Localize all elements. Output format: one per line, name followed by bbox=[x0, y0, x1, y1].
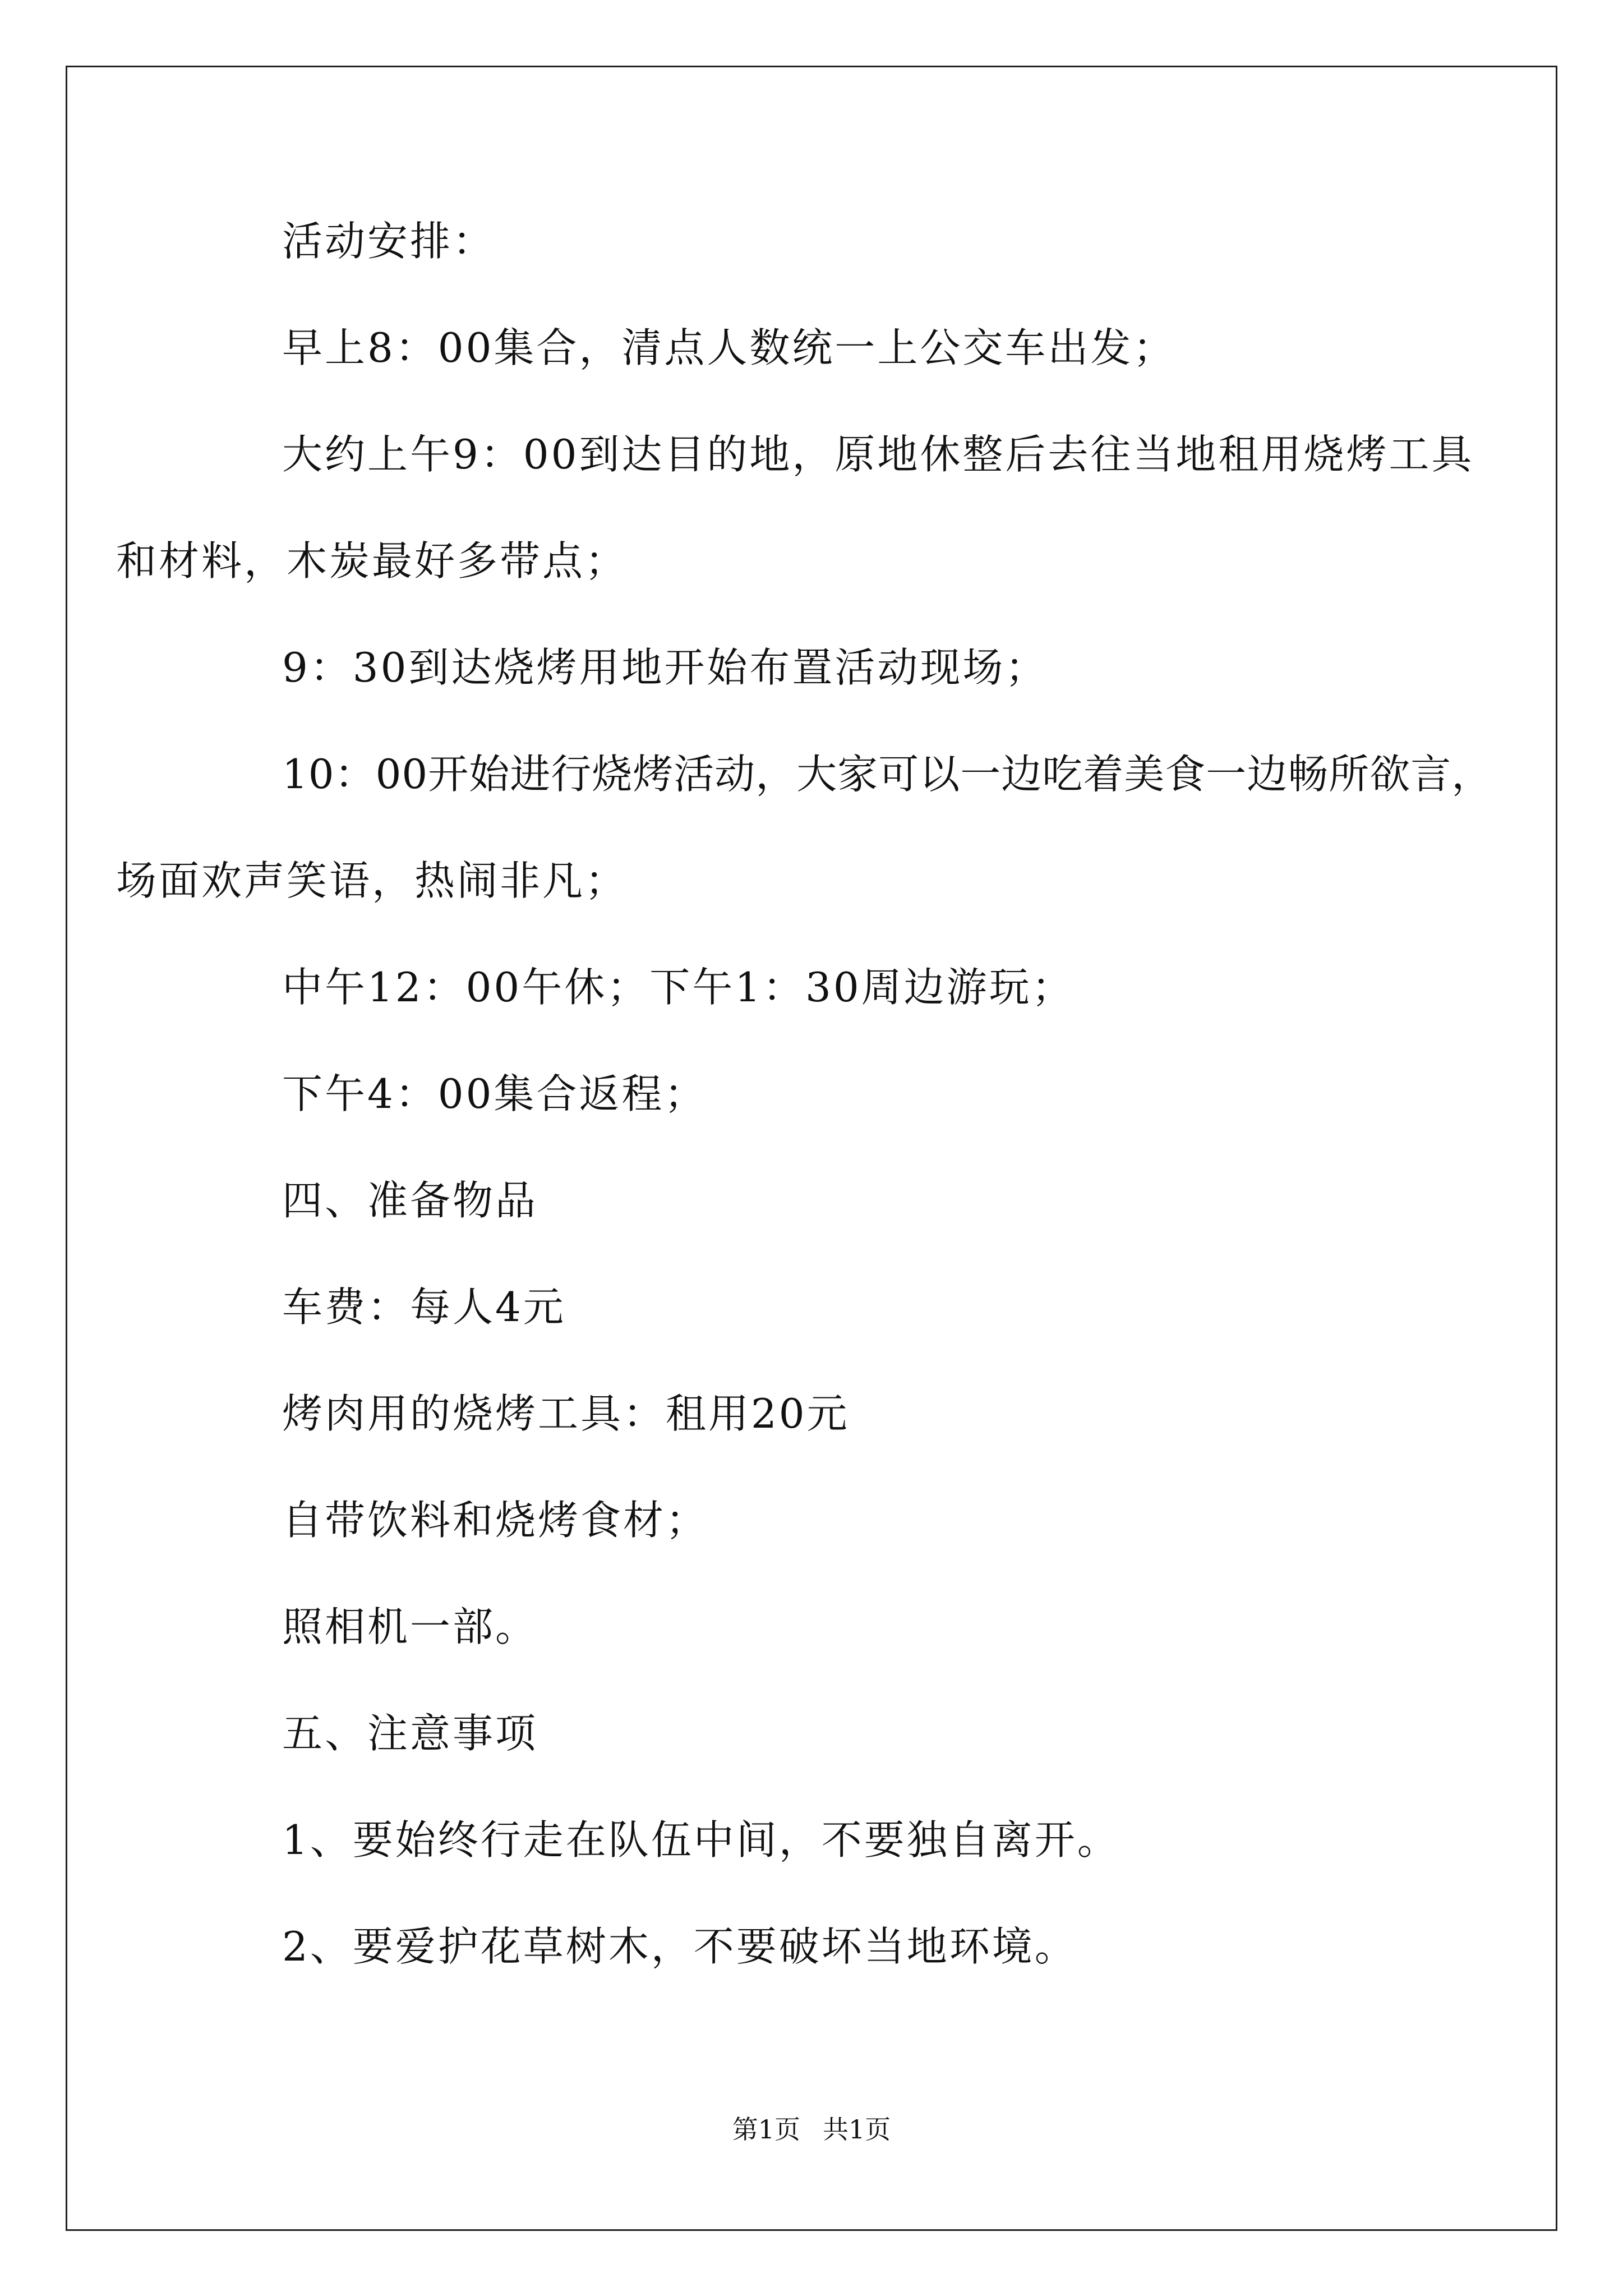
page-footer bbox=[0, 2114, 1623, 2145]
paragraph-fare: 车费：每人4元 bbox=[282, 1283, 566, 1331]
paragraph-food-drinks: 自带饮料和烧烤食材； bbox=[282, 1497, 709, 1544]
paragraph-0900: 大约上午9：00到达目的地，原地休整后去往当地租用烧烤工具 bbox=[282, 431, 1474, 478]
paragraph-bbq-tools: 烤肉用的烧烤工具：租用20元 bbox=[282, 1390, 850, 1437]
paragraph-1200: 中午12：00午休；下午1：30周边游玩； bbox=[282, 964, 1075, 1011]
paragraph-0930: 9：30到达烧烤用地开始布置活动现场； bbox=[282, 644, 1048, 691]
paragraph-0800: 早上8：00集合，清点人数统一上公交车出发； bbox=[282, 324, 1176, 371]
page-number-total: 共1页 bbox=[823, 2114, 891, 2145]
document-body bbox=[116, 218, 1493, 2031]
paragraph-camera: 照相机一部。 bbox=[282, 1603, 538, 1650]
paragraph-1600: 下午4：00集合返程； bbox=[282, 1070, 707, 1117]
paragraph-1000: 10：00开始进行烧烤活动，大家可以一边吃着美食一边畅所欲言， bbox=[282, 751, 1493, 798]
paragraph-schedule-heading: 活动安排： bbox=[282, 218, 496, 265]
page-number-current: 第1页 bbox=[732, 2114, 800, 2145]
note-item-2: 2、要爱护花草树木，不要破坏当地环境。 bbox=[282, 1923, 1077, 1970]
note-item-1: 1、要始终行走在队伍中间，不要独自离开。 bbox=[282, 1816, 1120, 1864]
paragraph-1000-continued: 场面欢声笑语，热闹非凡； bbox=[116, 857, 628, 904]
section-heading-supplies: 四、准备物品 bbox=[282, 1177, 538, 1224]
paragraph-0900-continued: 和材料，木炭最好多带点； bbox=[116, 537, 628, 585]
section-heading-notes: 五、注意事项 bbox=[282, 1710, 538, 1757]
